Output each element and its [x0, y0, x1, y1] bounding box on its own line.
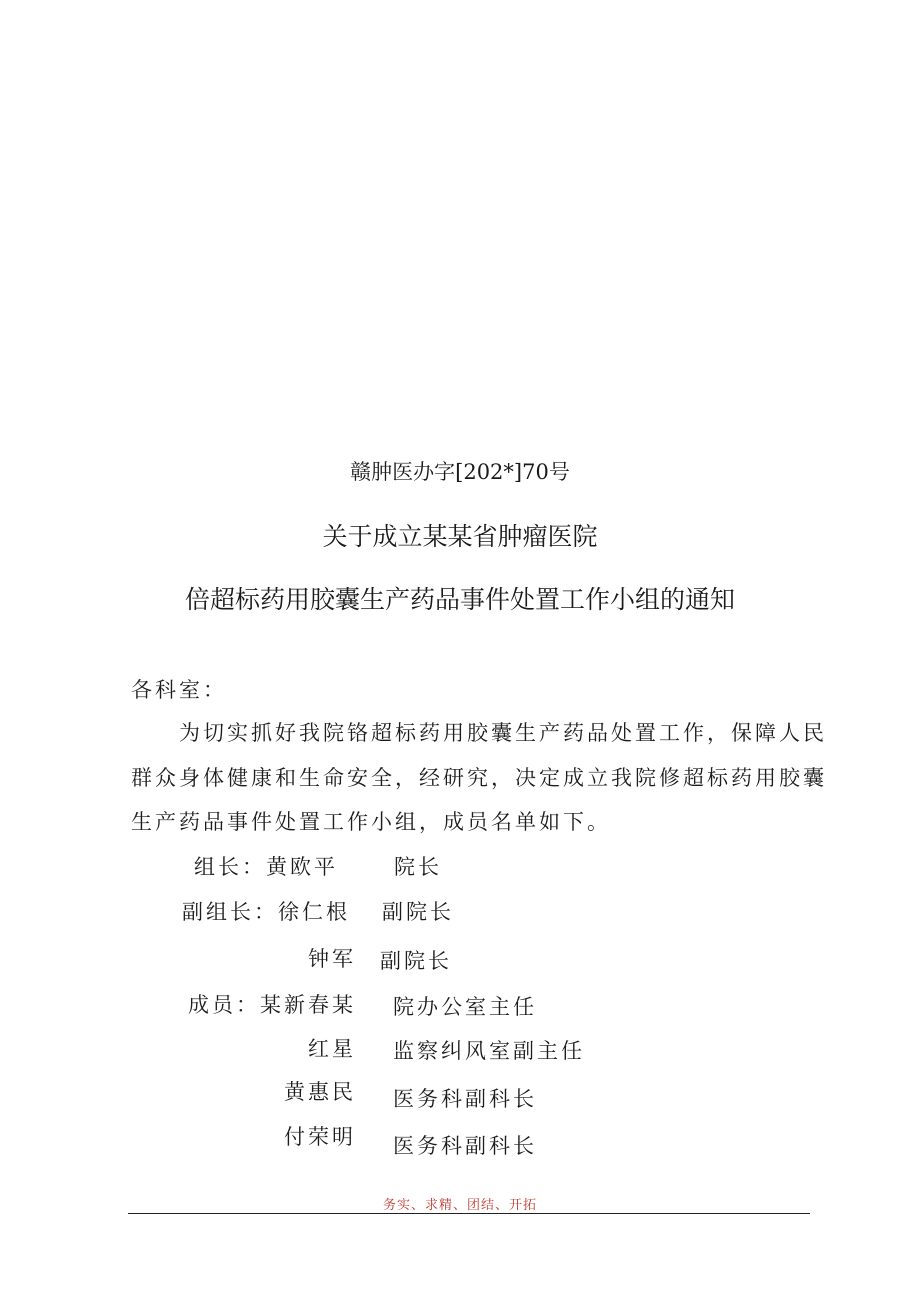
- document-number: 赣肿医办字[202*]70号: [350, 460, 570, 484]
- member-label-member-3: 黄惠民: [284, 1080, 356, 1104]
- member-label-deputy-2: 钟军: [308, 947, 356, 971]
- member-label-member-2: 红星: [308, 1037, 356, 1061]
- member-label-leader: 组长：黄欧平: [194, 855, 338, 879]
- member-title-deputy-2: 副院长: [380, 949, 452, 973]
- member-label-deputy-1: 副组长：徐仁根: [182, 900, 350, 924]
- salutation: 各科室：: [131, 678, 227, 702]
- paragraph-line-1: 为切实抓好我院铬超标药用胶囊生产药品处置工作，保障人民: [179, 721, 827, 745]
- paragraph-line-3: 生产药品事件处置工作小组，成员名单如下。: [131, 810, 611, 834]
- title-line-1: 关于成立某某省肿瘤医院: [322, 522, 598, 551]
- member-title-deputy-1: 副院长: [382, 900, 454, 924]
- title-line-2: 倍超标药用胶囊生产药品事件处置工作小组的通知: [184, 585, 735, 614]
- paragraph-line-2: 群众身体健康和生命安全，经研究，决定成立我院修超标药用胶囊: [131, 766, 827, 790]
- member-title-member-2: 监察纠风室副主任: [393, 1039, 585, 1063]
- member-label-member-4: 付荣明: [284, 1125, 356, 1149]
- footer-divider: [128, 1213, 810, 1214]
- member-label-member-1: 成员：某新春某: [188, 993, 356, 1017]
- footer-slogan: 务实、求精、团结、开拓: [382, 1198, 537, 1213]
- member-title-member-4: 医务科副科长: [393, 1134, 537, 1158]
- member-title-member-3: 医务科副科长: [393, 1087, 537, 1111]
- member-title-member-1: 院办公室主任: [393, 995, 537, 1019]
- member-title-leader: 院长: [394, 855, 442, 879]
